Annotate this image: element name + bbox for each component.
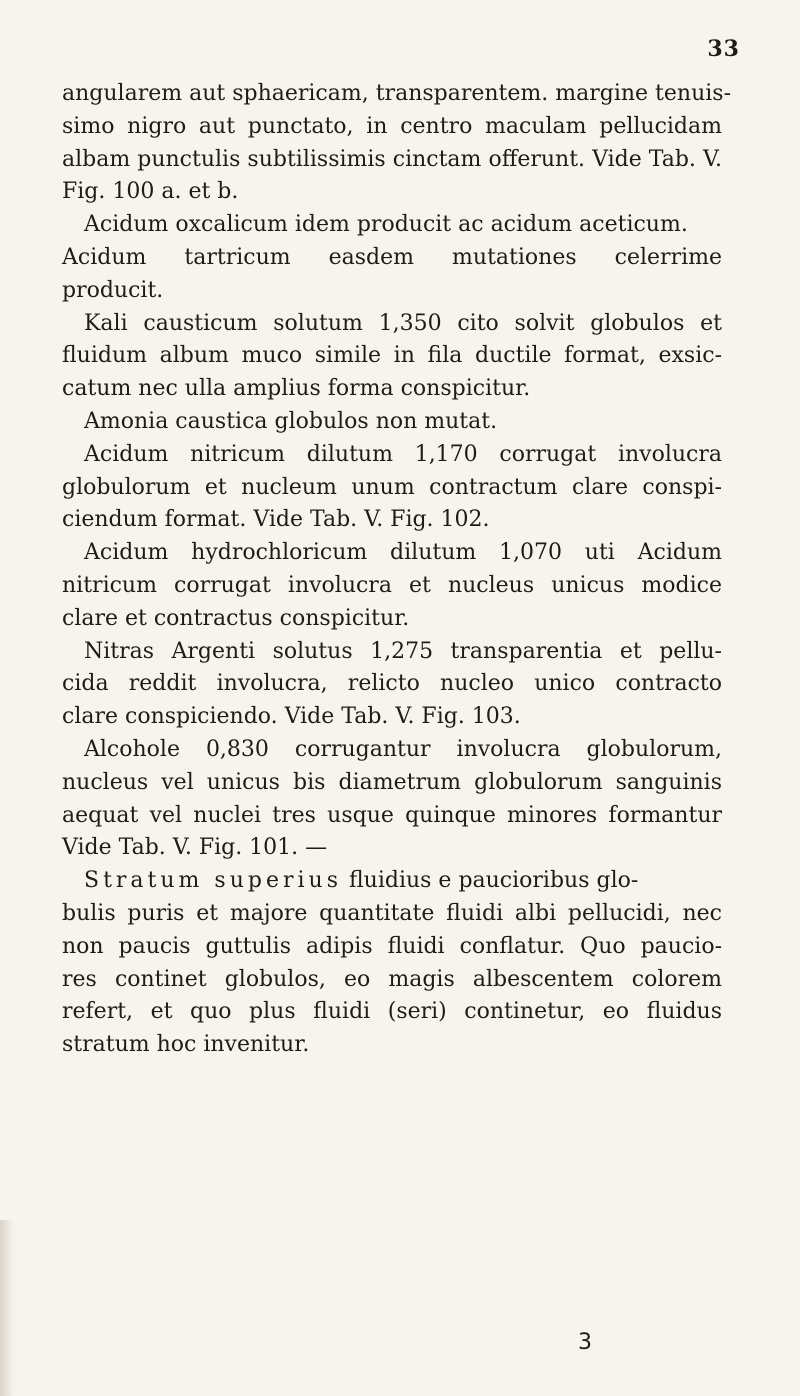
text-line: bulis puris et majore quantitate fluidi albi pellucidi, nec xyxy=(62,900,722,926)
text-line: clare conspiciendo. Vide Tab. V. Fig. 103. xyxy=(62,704,521,730)
text-line: cida reddit involucra, relicto nucleo unico contracto xyxy=(62,671,722,697)
page-number: 33 xyxy=(707,36,740,62)
text-line: Alcohole 0,830 corrugantur involucra globulorum, xyxy=(84,736,722,762)
text-line: ciendum format. Vide Tab. V. Fig. 102. xyxy=(62,507,490,533)
text-line: simo nigro aut punctato, in centro maculam pellucidam xyxy=(62,113,722,139)
spaced-heading: Stratum superius xyxy=(84,868,342,894)
text-line: Acidum nitricum dilutum 1,170 corrugat involucra xyxy=(84,441,722,467)
text-line: globulorum et nucleum unum contractum clare conspi- xyxy=(62,474,722,500)
text-line: aequat vel nuclei tres usque quinque minores formantur xyxy=(62,802,722,828)
text-line: Vide Tab. V. Fig. 101. — xyxy=(62,835,328,861)
text-line-rest: fluidius e paucioribus glo- xyxy=(341,868,639,894)
text-line: angularem aut sphaericam, transparentem. margine tenuis- xyxy=(62,81,732,106)
text-line: Kali causticum solutum 1,350 cito solvit globulos et xyxy=(84,310,722,336)
text-line: Amonia caustica globulos non mutat. xyxy=(84,408,498,434)
body-text xyxy=(62,78,732,1062)
text-line: clare et contractus conspicitur. xyxy=(62,605,410,631)
text-line: Fig. 100 a. et b. xyxy=(62,179,239,205)
text-line: fluidum album muco simile in fila ductile format, exsic- xyxy=(62,343,722,369)
signature-mark: 3 xyxy=(578,1330,592,1355)
text-line: stratum hoc invenitur. xyxy=(62,1032,310,1058)
page-edge-shadow xyxy=(0,1220,14,1396)
text-line: albam punctulis subtilissimis cinctam offerunt. Vide Tab. V. xyxy=(62,146,722,172)
text-line: Acidum hydrochloricum dilutum 1,070 uti Acidum xyxy=(84,540,722,566)
text-line: nitricum corrugat involucra et nucleus unicus modice xyxy=(62,572,722,598)
text-line: Acidum oxcalicum idem producit ac acidum aceticum. xyxy=(84,212,688,238)
text-line: catum nec ulla amplius forma conspicitur. xyxy=(62,376,531,402)
text-line: res continet globulos, eo magis albescentem colorem xyxy=(62,966,722,992)
text-line: Nitras Argenti solutus 1,275 transparentia et pellu- xyxy=(84,638,722,664)
text-line: Acidum tartricum easdem mutationes celerrime xyxy=(62,244,722,270)
text-line: producit. xyxy=(62,277,164,303)
text-line: non paucis guttulis adipis fluidi conflatur. Quo paucio- xyxy=(62,933,722,959)
text-line xyxy=(62,865,722,898)
text-line: nucleus vel unicus bis diametrum globulorum sanguinis xyxy=(62,769,722,795)
text-line: refert, et quo plus fluidi (seri) continetur, eo fluidus xyxy=(62,999,722,1025)
